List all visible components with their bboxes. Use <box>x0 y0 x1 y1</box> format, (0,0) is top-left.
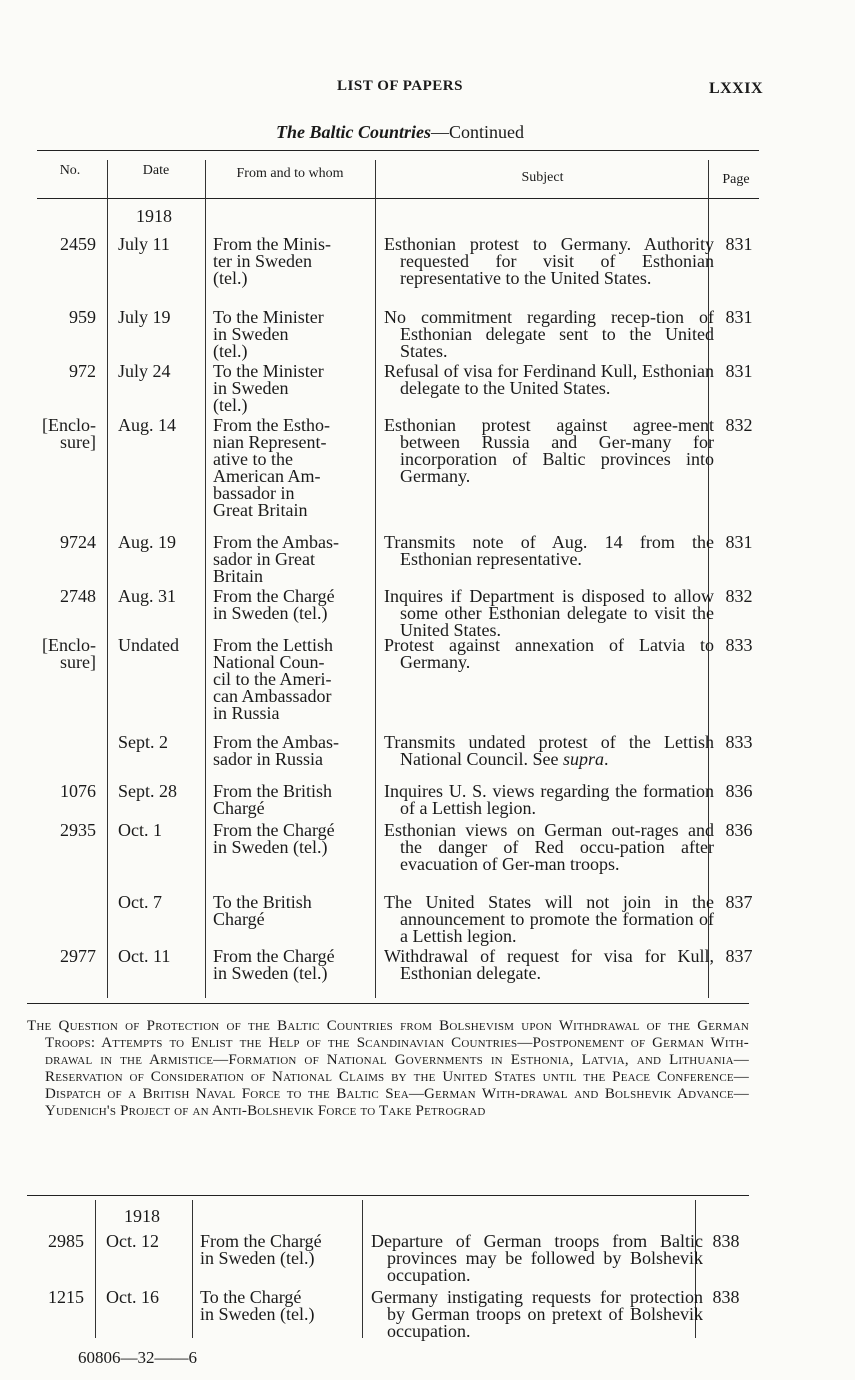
entry-from-to: From the Estho- nian Represent- ative to the American Am- bassador in Great Britain <box>213 415 330 520</box>
subheading-rest: —Continued <box>431 122 525 142</box>
entry-subject: Protest against annexation of Latvia to Germany. <box>384 635 714 672</box>
table1-divider <box>205 160 206 998</box>
section-subheading <box>0 122 800 143</box>
entry-subject: Esthonian protest to Germany. Authority requested for visit of Esthonian representative to the United States. <box>384 234 714 288</box>
entry-subject: Transmits undated protest of the Lettish National Council. See supra. <box>384 732 714 769</box>
entry-number: 2977 <box>60 946 96 966</box>
table1-divider <box>107 160 108 998</box>
entry-page: 832 <box>725 586 753 606</box>
entry-date: Sept. 28 <box>118 781 178 801</box>
table2-top-rule <box>27 1195 749 1196</box>
signature-mark: 60806—32——6 <box>78 1348 197 1367</box>
table1-divider <box>375 160 376 998</box>
table1-header-rule <box>37 198 759 199</box>
entry-page: 833 <box>725 732 753 752</box>
entry-page: 831 <box>725 361 753 381</box>
section-heading-text: The Question of Protection of the Baltic Countries from Bolshevism upon Withdrawal of the German Troops: Attempts to Enlist the Help of the Scandinavian Countries—Postponement of German With-drawal in the Armistice—Formation of National Governments in Esthonia, Latvia, and Lithuania—Reservation of Consideration of National Claims by the United States until the Peace Conference—Dispatch of a British Naval Force to the Baltic Sea—German With-drawal and Bolshevik Advance—Yudenich's Project of an Anti-Bolshevik Force to Take Petrograd <box>27 1018 749 1119</box>
table1-bottom-rule <box>27 1003 749 1004</box>
entry-page: 838 <box>712 1287 740 1307</box>
entry-subject: Germany instigating requests for protection by German troops on pretext of Bolshevik occupation. <box>371 1287 703 1341</box>
entry-from-to: From the Chargé in Sweden (tel.) <box>213 586 335 623</box>
entry-from-to: To the Chargé in Sweden (tel.) <box>200 1287 315 1324</box>
entry-from-to: From the Lettish National Coun- cil to the Ameri- can Ambassador in Russia <box>213 635 333 723</box>
entry-number: 2459 <box>60 234 96 254</box>
entry-subject: Inquires U. S. views regarding the formation of a Lettish legion. <box>384 781 714 818</box>
table2-divider <box>192 1200 193 1338</box>
entry-number: 959 <box>69 307 96 327</box>
entry-number: 972 <box>69 361 96 381</box>
entry-page: 838 <box>712 1231 740 1251</box>
entry-from-to: From the Chargé in Sweden (tel.) <box>213 946 335 983</box>
col-header-page: Page <box>722 172 750 187</box>
entry-page: 831 <box>725 532 753 552</box>
entry-subject: Departure of German troops from Baltic provinces may be followed by Bolshevik occupation. <box>371 1231 703 1285</box>
entry-number: [Enclo- sure] <box>42 635 96 672</box>
entry-page: 837 <box>725 946 753 966</box>
subheading-italic: The Baltic Countries <box>275 122 432 142</box>
entry-number: [Enclo- sure] <box>42 415 96 452</box>
entry-subject: Esthonian protest against agree-ment between Russia and Ger-many for incorporation of Baltic provinces into Germany. <box>384 415 714 486</box>
entry-date: Oct. 1 <box>118 820 162 840</box>
section-heading <box>27 1018 749 1120</box>
table2-year: 1918 <box>124 1206 160 1226</box>
entry-date: Oct. 12 <box>106 1231 159 1251</box>
entry-from-to: From the Ambas- sador in Great Britain <box>213 532 339 586</box>
entry-date: July 24 <box>118 361 171 381</box>
entry-date: Undated <box>118 635 179 655</box>
entry-number: 2748 <box>60 586 96 606</box>
table1-top-rule <box>37 150 759 151</box>
entry-from-to: From the Chargé in Sweden (tel.) <box>213 820 335 857</box>
table2-divider <box>362 1200 363 1338</box>
entry-from-to: From the Chargé in Sweden (tel.) <box>200 1231 322 1268</box>
entry-date: Oct. 16 <box>106 1287 159 1307</box>
entry-from-to: From the British Chargé <box>213 781 333 818</box>
running-head-title: LIST OF PAPERS <box>337 78 463 94</box>
col-header-date: Date <box>142 163 170 178</box>
entry-subject: Withdrawal of request for visa for Kull, Esthonian delegate. <box>384 946 714 983</box>
entry-date: Sept. 2 <box>118 732 169 752</box>
entry-page: 837 <box>725 892 753 912</box>
supra-italic: supra <box>562 749 604 769</box>
entry-subject: Inquires if Department is disposed to allow some other Esthonian delegate to visit the United States. <box>384 586 714 640</box>
entry-page: 836 <box>725 781 753 801</box>
entry-date: July 19 <box>118 307 171 327</box>
entry-subject: Refusal of visa for Ferdinand Kull, Esthonian delegate to the United States. <box>384 361 714 398</box>
entry-number: 2985 <box>48 1231 84 1251</box>
entry-subject: Esthonian views on German out-rages and the danger of Red occu-pation after evacuation of Ger-man troops. <box>384 820 714 874</box>
entry-date: Aug. 19 <box>118 532 176 552</box>
entry-page: 836 <box>725 820 753 840</box>
entry-page: 833 <box>725 635 753 655</box>
entry-date: Aug. 31 <box>118 586 176 606</box>
table1-year: 1918 <box>136 206 172 226</box>
entry-from-to: To the Minister in Sweden (tel.) <box>213 307 324 361</box>
entry-subject: No commitment regarding recep-tion of Esthonian delegate sent to the United States. <box>384 307 714 361</box>
entry-number: 1076 <box>60 781 96 801</box>
entry-number: 2935 <box>60 820 96 840</box>
entry-page: 831 <box>725 307 753 327</box>
entry-date: Oct. 11 <box>118 946 171 966</box>
entry-subject: The United States will not join in the announcement to promote the formation of a Lettish legion. <box>384 892 714 946</box>
entry-date: Aug. 14 <box>118 415 176 435</box>
col-header-no: No. <box>59 163 81 178</box>
col-header-subject: Subject <box>521 170 564 185</box>
entry-from-to: From the Ambas- sador in Russia <box>213 732 339 769</box>
entry-page: 832 <box>725 415 753 435</box>
entry-from-to: To the Minister in Sweden (tel.) <box>213 361 324 415</box>
entry-date: Oct. 7 <box>118 892 162 912</box>
entry-from-to: To the British Chargé <box>213 892 312 929</box>
entry-page: 831 <box>725 234 753 254</box>
entry-subject: Transmits note of Aug. 14 from the Esthonian representative. <box>384 532 714 569</box>
entry-date: July 11 <box>118 234 170 254</box>
col-header-from: From and to whom <box>236 166 344 181</box>
entry-number: 1215 <box>48 1287 84 1307</box>
entry-number: 9724 <box>60 532 96 552</box>
page-numeral: LXXIX <box>708 80 763 97</box>
entry-from-to: From the Minis- ter in Sweden (tel.) <box>213 234 332 288</box>
table2-divider <box>95 1200 96 1338</box>
